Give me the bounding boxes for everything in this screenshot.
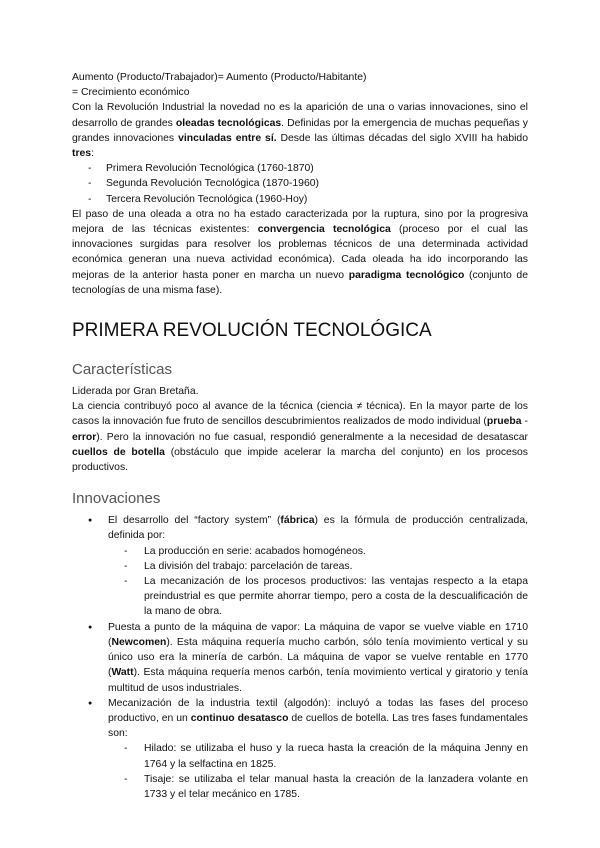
convergence-paragraph: El paso de una oleada a otra no ha estado caracterizada por la ruptura, sino por la progresiva mejora de las técnicas existentes: convergencia tecnológica (proceso por el cual las innovaciones surgidas para resolver los problemas técnicos de una determinada actividad económica generan una nueva actividad económica). Cada oleada ha ido incorporando las mejoras de la anterior hasta poner en marcha un nuevo paradigma tecnológico (conjunto de tecnologías de una misma fase). [72,208,528,296]
heading-innovaciones: Innovaciones [72,490,161,508]
factory-features-list [108,544,528,620]
document-page [72,70,528,802]
list-item: - Tisaje: se utilizaba el telar manual hasta la creación de la lanzadera volante en 1733 y el telar mecánico en 1785. [108,772,528,802]
list-item: ● Mecanización de la industria textil (algodón): incluyó a todas las fases del proceso productivo, en un continuo desatasco de cuellos de botella. Las tres fases fundamentales son: - Hilado: se utilizaba el huso y la rueca hasta la creación de la máquina Jenny en 1764 y la selfactina en 1825. - Tisaje: se utilizaba el telar manual hasta la creación de la lanzadera volante en 1733 y el telar mecánico en 1785. [72,696,528,802]
formula-result: = Crecimiento económico [72,87,190,99]
list-item: - Tercera Revolución Tecnológica (1960-Hoy) [72,192,528,207]
waves-list [72,161,528,207]
innovaciones-list [72,513,528,802]
section-title: PRIMERA REVOLUCIÓN TECNOLÓGICA [72,320,432,342]
list-item: - La mecanización de los procesos productivos: las ventajas respecto a la etapa preindustrial es que permite ahorrar tiempo, pero a costa de la descualificación de la mano de obra. [108,574,528,620]
textile-phases-list [108,741,528,802]
list-item: - La producción en serie: acabados homogéneos. [108,544,528,559]
caracteristicas-paragraph: La ciencia contribuyó poco al avance de la técnica (ciencia ≠ técnica). En la mayor parte de los casos la innovación fue fruto de sencillos descubrimientos realizados de modo individual (prueba - error). Pero la innovación no fue casual, respondió generalmente a la necesidad de desatascar cuellos de botella (obstáculo que impide acelerar la marcha del conjunto) en los procesos productivos. [72,401,528,474]
list-item: - La división del trabajo: parcelación de tareas. [108,559,528,574]
list-item: ● Puesta a punto de la máquina de vapor: La máquina de vapor se vuelve viable en 1710 (Newcomen). Esta máquina requería mucho carbón, sólo tenía movimiento vertical y su único uso era la minería de carbón. La máquina de vapor se vuelve rentable en 1770 (Watt). Esta máquina requería menos carbón, tenía movimiento vertical y giratorio y tenía multitud de usos industriales. [72,620,528,696]
list-item: - Segunda Revolución Tecnológica (1870-1960) [72,176,528,191]
heading-caracteristicas: Características [72,361,173,379]
formula-line: Aumento (Producto/Trabajador)= Aumento (Producto/Habitante) [72,72,367,83]
list-item: ● El desarrollo del “factory system” (fábrica) es la fórmula de producción centralizada, definida por: - La producción en serie: acabados homogéneos. - La división del trabajo: parcelación de tareas. - La mecanización de los procesos productivos: las ventajas respecto a la etapa preindustrial es que permite ahorrar tiempo, pero a costa de la descualificación de la mano de obra. [72,513,528,619]
list-item: - Hilado: se utilizaba el huso y la rueca hasta la creación de la máquina Jenny en 1764 y la selfactina en 1825. [108,741,528,771]
list-item: - Primera Revolución Tecnológica (1760-1870) [72,161,528,176]
lead-line: Liderada por Gran Bretaña. [72,386,199,398]
intro-paragraph: Con la Revolución Industrial la novedad no es la aparición de una o varias innovaciones, sino el desarrollo de grandes oleadas tecnológicas. Definidas por la emergencia de muchas pequeñas y grandes innovaciones vinculadas entre sí. Desde las últimas décadas del siglo XVIII ha habido tres: [72,102,528,160]
